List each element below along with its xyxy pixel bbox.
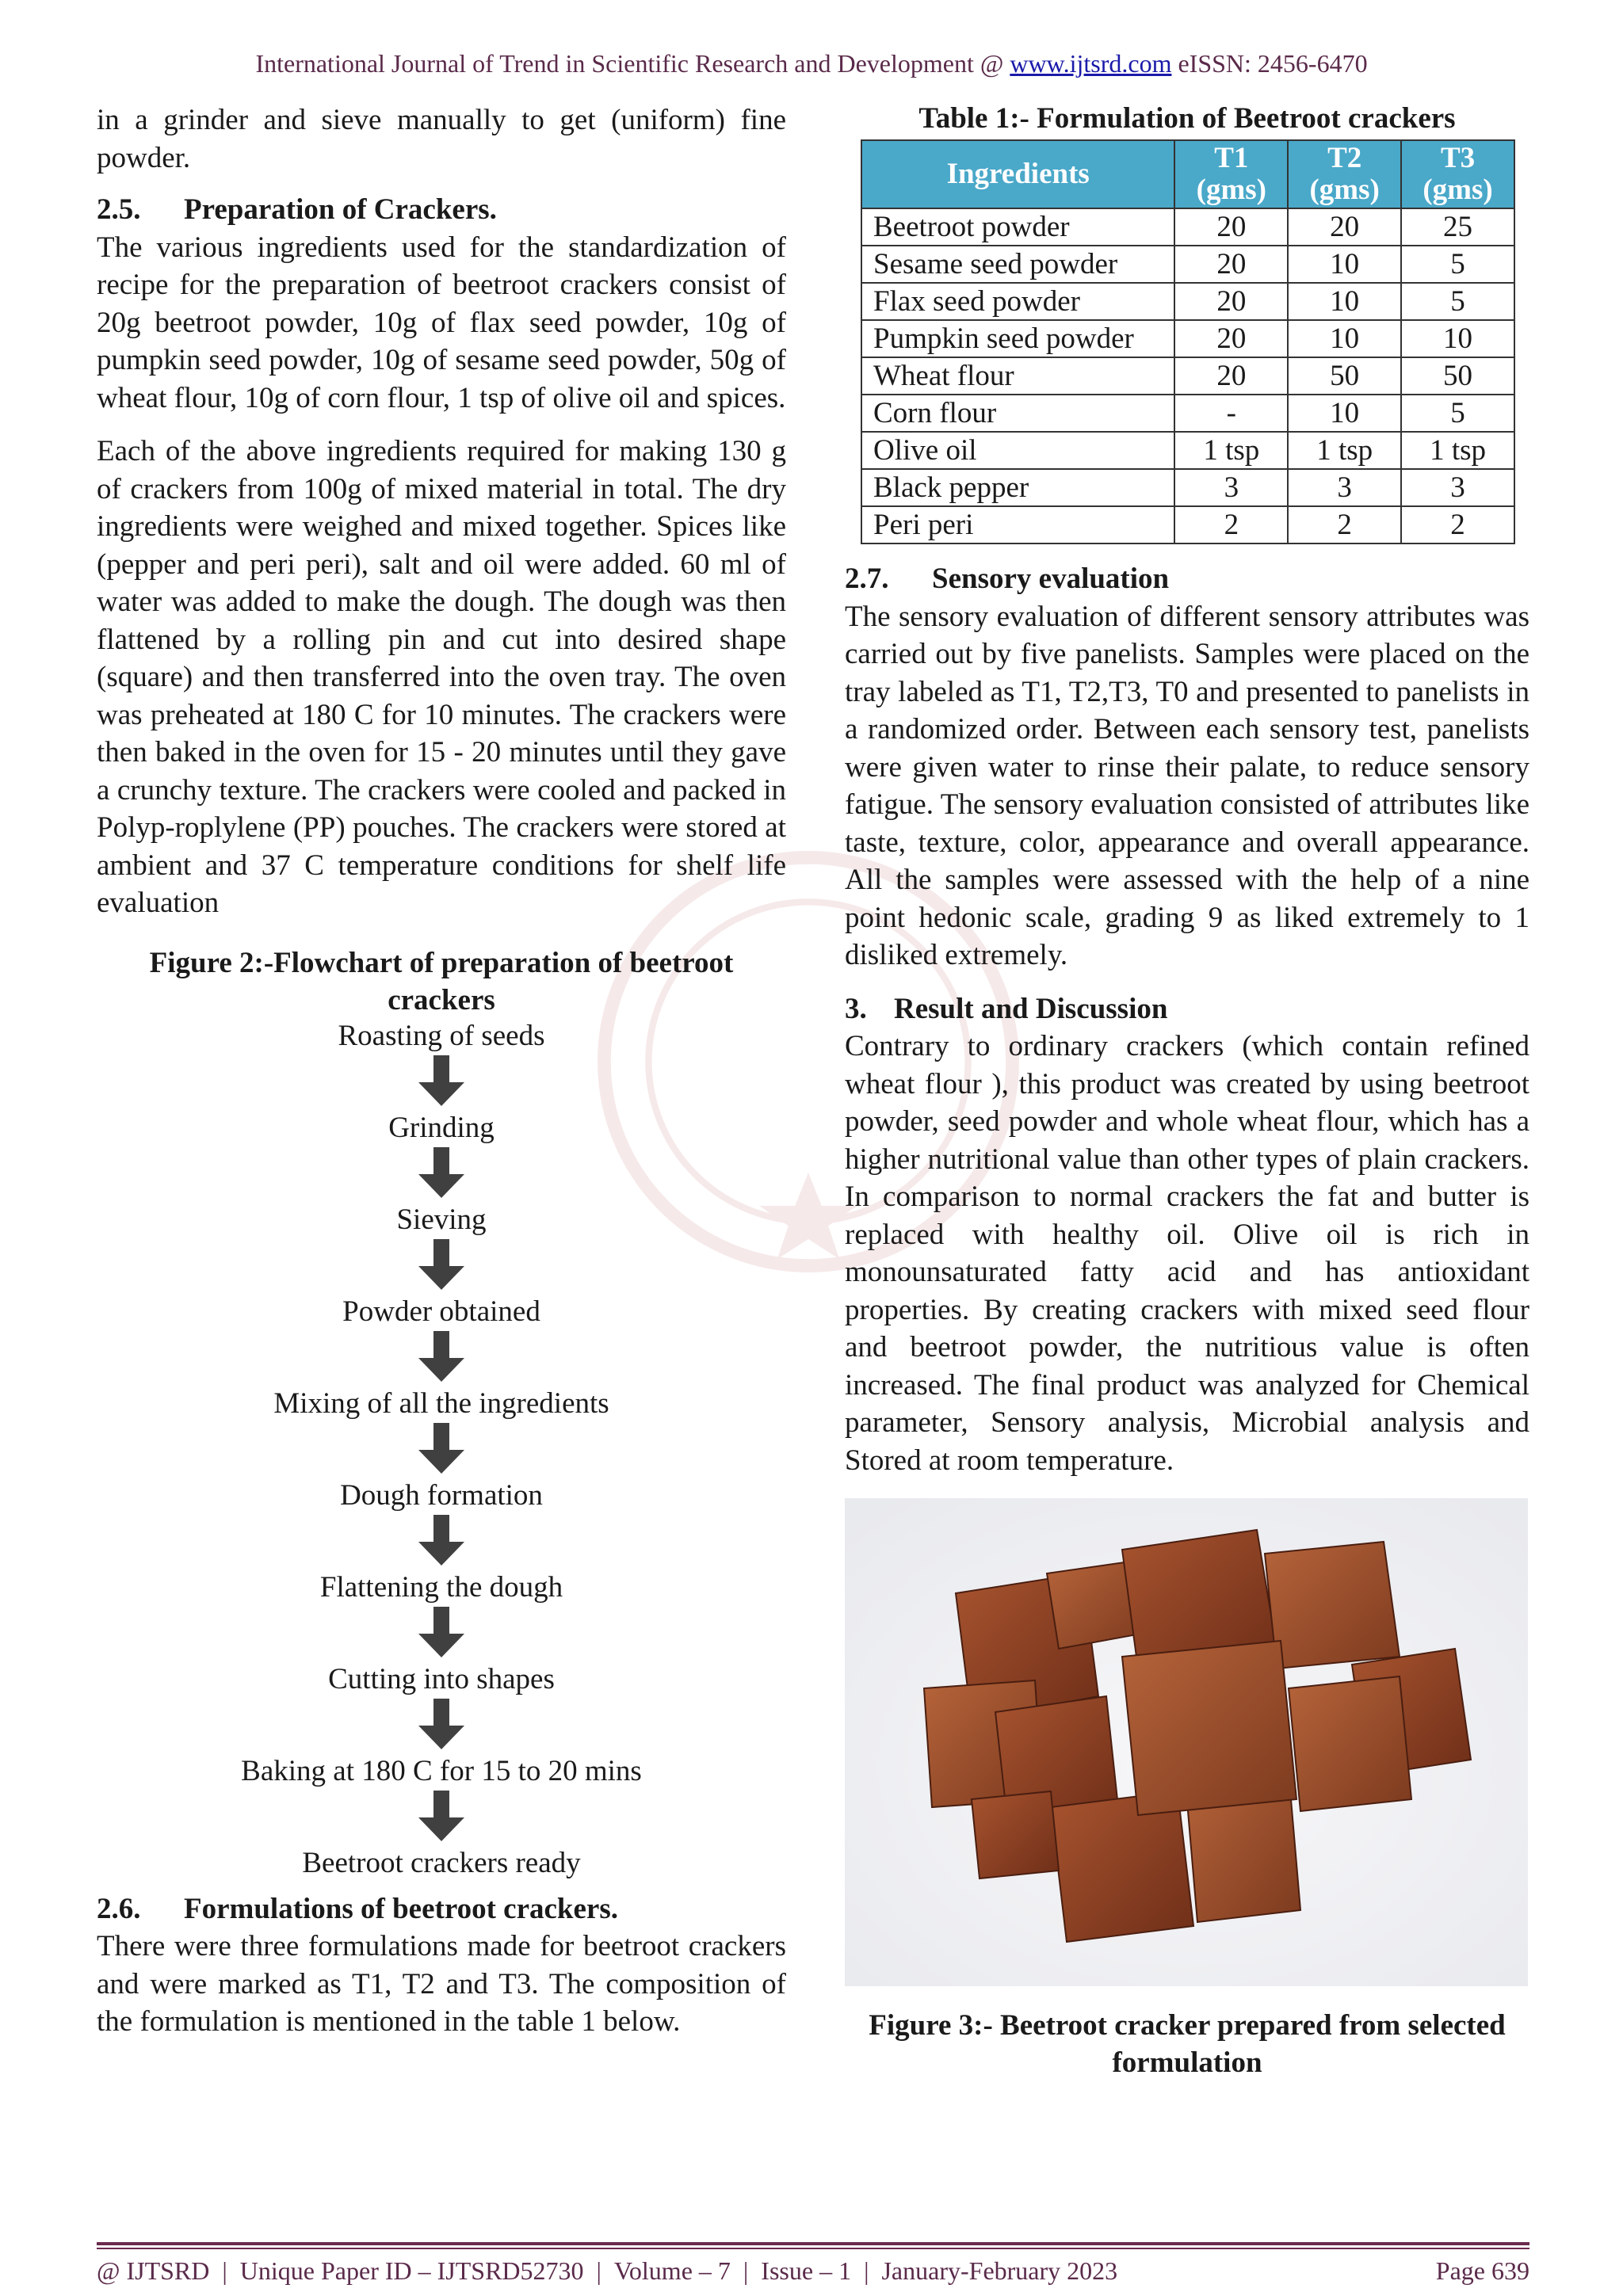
- footer-date: January-February 2023: [881, 2256, 1118, 2285]
- table-header-row: [861, 140, 1514, 208]
- table-row: [861, 395, 1514, 432]
- ingredient-cell: Olive oil: [861, 432, 1174, 469]
- issn: eISSN: 2456-6470: [1178, 49, 1368, 78]
- quantity-cell: 10: [1401, 320, 1514, 357]
- quantity-cell: 1 tsp: [1288, 432, 1401, 469]
- quantity-cell: 20: [1288, 208, 1401, 246]
- quantity-cell: 2: [1174, 506, 1288, 543]
- quantity-cell: 20: [1174, 320, 1288, 357]
- quantity-cell: 5: [1401, 283, 1514, 320]
- ingredient-cell: Corn flour: [861, 395, 1174, 432]
- down-arrow-icon: [97, 1605, 786, 1662]
- down-arrow-icon: [97, 1697, 786, 1754]
- table-row: [861, 246, 1514, 283]
- quantity-cell: 1 tsp: [1401, 432, 1514, 469]
- section-number: 3.: [845, 992, 867, 1025]
- down-arrow-icon: [97, 1054, 786, 1111]
- table-row: [861, 283, 1514, 320]
- table-header-cell: Ingredients: [861, 140, 1174, 208]
- running-header: [0, 49, 1623, 78]
- quantity-cell: 3: [1401, 469, 1514, 506]
- flowchart-step: Baking at 180 C for 15 to 20 mins: [241, 1754, 642, 1787]
- ingredient-cell: Flax seed powder: [861, 283, 1174, 320]
- table-row: [861, 469, 1514, 506]
- quantity-cell: 10: [1288, 283, 1401, 320]
- quantity-cell: 20: [1174, 208, 1288, 246]
- section-3-paragraph: Contrary to ordinary crackers (which contain refined wheat flour ), this product was created by using beetroot powder, seed powder and whole wheat flour, which has a higher nutritional value than other types of plain crackers. In comparison to normal crackers the fat and butter is replaced with healthy oil. Olive oil is rich in monounsaturated fatty acid and has antioxidant properties. By creating crackers with mixed seed flour and beetroot powder, the nutritious value is often increased. The final product was analyzed for Chemical parameter, Sensory analysis, Microbial analysis and Stored at room temperature.: [845, 1030, 1529, 1477]
- quantity-cell: 50: [1288, 357, 1401, 395]
- section-2-5-heading: [97, 191, 786, 229]
- quantity-cell: 1 tsp: [1174, 432, 1288, 469]
- flowchart-step: Sieving: [396, 1203, 487, 1236]
- section-number: 2.6.: [97, 1892, 141, 1925]
- beetroot-crackers-photo: [845, 1498, 1528, 1986]
- section-title: Preparation of Crackers.: [184, 193, 497, 226]
- quantity-cell: 10: [1288, 395, 1401, 432]
- down-arrow-icon: [97, 1238, 786, 1295]
- table-header-cell: T1 (gms): [1174, 140, 1288, 208]
- table-row: [861, 208, 1514, 246]
- footer-rule-thin: [97, 2248, 1529, 2249]
- section-2-6-heading: [97, 1890, 786, 1928]
- quantity-cell: -: [1174, 395, 1288, 432]
- quantity-cell: 10: [1288, 246, 1401, 283]
- footer-volume: Volume – 7: [613, 2256, 731, 2285]
- table-body: [861, 208, 1514, 543]
- table-row: [861, 357, 1514, 395]
- down-arrow-icon: [97, 1789, 786, 1846]
- quantity-cell: 50: [1401, 357, 1514, 395]
- footer-publisher: @ IJTSRD: [97, 2256, 210, 2285]
- flowchart-step: Mixing of all the ingredients: [273, 1386, 609, 1420]
- quantity-cell: 2: [1401, 506, 1514, 543]
- section-number: 2.5.: [97, 193, 141, 226]
- flowchart-step: Dough formation: [340, 1478, 543, 1512]
- footer-meta: @ IJTSRD | Unique Paper ID – IJTSRD52730 | Volume – 7 | Issue – 1 | January-February 2023: [97, 2256, 1118, 2285]
- footer-page: Page 639: [1435, 2256, 1529, 2285]
- section-title: Sensory evaluation: [932, 563, 1170, 595]
- quantity-cell: 10: [1288, 320, 1401, 357]
- down-arrow-icon: [97, 1329, 786, 1386]
- ingredient-cell: Wheat flour: [861, 357, 1174, 395]
- section-title: Result and Discussion: [894, 992, 1168, 1025]
- figure-3-caption: Figure 3:- Beetroot cracker prepared from selected formulation: [869, 2009, 1506, 2079]
- table-row: [861, 506, 1514, 543]
- section-title: Formulations of beetroot crackers.: [184, 1892, 619, 1925]
- footer-issue: Issue – 1: [761, 2256, 852, 2285]
- flowchart-step: Roasting of seeds: [338, 1019, 545, 1052]
- journal-name: International Journal of Trend in Scientific Research and Development @: [255, 49, 1004, 78]
- quantity-cell: 3: [1288, 469, 1401, 506]
- table-header-cell: T2 (gms): [1288, 140, 1401, 208]
- footer-paper-id: Unique Paper ID – IJTSRD52730: [239, 2256, 584, 2285]
- quantity-cell: 20: [1174, 357, 1288, 395]
- quantity-cell: 5: [1401, 246, 1514, 283]
- down-arrow-icon: [97, 1421, 786, 1478]
- section-2-6-paragraph: There were three formulations made for beetroot crackers and were marked as T1, T2 and T3. The composition of the formulation is mentioned in the table 1 below.: [97, 1930, 786, 2038]
- section-2-7-paragraph: The sensory evaluation of different sensory attributes was carried out by five panelists. Samples were placed on the tray labeled as T1, T2,T3, T0 and presented to panelists in a randomized order. Between each sensory test, panelists were given water to rinse their palate, to reduce sensory fatigue. The sensory evaluation consisted of attributes like taste, texture, color, appearance and overall appearance. All the samples were assessed with the help of a nine point hedonic scale, grading 9 as liked extremely to 1 disliked extremely.: [845, 600, 1529, 971]
- left-column: [97, 101, 786, 2041]
- ingredient-cell: Pumpkin seed powder: [861, 320, 1174, 357]
- section-2-7-heading: [845, 560, 1529, 598]
- table-row: [861, 320, 1514, 357]
- quantity-cell: 2: [1288, 506, 1401, 543]
- ingredient-cell: Beetroot powder: [861, 208, 1174, 246]
- flowchart-step: Beetroot crackers ready: [302, 1846, 581, 1879]
- quantity-cell: 5: [1401, 395, 1514, 432]
- table-header-cell: T3 (gms): [1401, 140, 1514, 208]
- flowchart-step: Flattening the dough: [319, 1570, 563, 1604]
- down-arrow-icon: [97, 1513, 786, 1570]
- flowchart-step: Cutting into shapes: [328, 1662, 555, 1695]
- ingredient-cell: Sesame seed powder: [861, 246, 1174, 283]
- flowchart-step: Powder obtained: [342, 1295, 540, 1328]
- section-number: 2.7.: [845, 563, 889, 595]
- ingredient-cell: Peri peri: [861, 506, 1174, 543]
- section-3-heading: [845, 990, 1529, 1028]
- crackers-illustration: [845, 1498, 1528, 1986]
- intro-paragraph: in a grinder and sieve manually to get (uniform) fine powder.: [97, 104, 786, 174]
- quantity-cell: 20: [1174, 246, 1288, 283]
- journal-url-link[interactable]: www.ijtsrd.com: [1010, 49, 1172, 78]
- table-row: [861, 432, 1514, 469]
- quantity-cell: 20: [1174, 283, 1288, 320]
- down-arrow-icon: [97, 1146, 786, 1203]
- running-footer: [97, 2256, 1529, 2286]
- section-2-5-paragraph-1: The various ingredients used for the standardization of recipe for the preparation of beetroot crackers consist of 20g beetroot powder, 10g of flax seed powder, 10g of pumpkin seed powder, 10g of sesame seed powder, 50g of wheat flour, 10g of corn flour, 1 tsp of olive oil and spices.: [97, 231, 786, 414]
- quantity-cell: 3: [1174, 469, 1288, 506]
- ingredient-cell: Black pepper: [861, 469, 1174, 506]
- flowchart-step: Grinding: [388, 1111, 495, 1144]
- formulation-table: [861, 139, 1515, 544]
- section-2-5-paragraph-2: Each of the above ingredients required for making 130 g of crackers from 100g of mixed material in total. The dry ingredients were weighed and mixed together. Spices like (pepper and peri peri), salt and oil were added. 60 ml of water was added to make the dough. The dough was then flattened by a rolling pin and cut into desired shape (square) and then transferred into the oven tray. The oven was preheated at 180 C for 10 minutes. The crackers were then baked in the oven for 15 - 20 minutes until they gave a crunchy texture. The crackers were cooled and packed in Polyp-roplylene (PP) pouches. The crackers were stored at ambient and 37 C temperature conditions for shelf life evaluation: [97, 435, 786, 919]
- flowchart: [97, 1019, 786, 1881]
- footer-rule: [97, 2242, 1529, 2245]
- table-1-caption: Table 1:- Formulation of Beetroot crackers: [918, 102, 1456, 135]
- right-column: [845, 101, 1529, 2081]
- figure-2-caption: Figure 2:-Flowchart of preparation of beetroot crackers: [149, 946, 734, 1016]
- quantity-cell: 25: [1401, 208, 1514, 246]
